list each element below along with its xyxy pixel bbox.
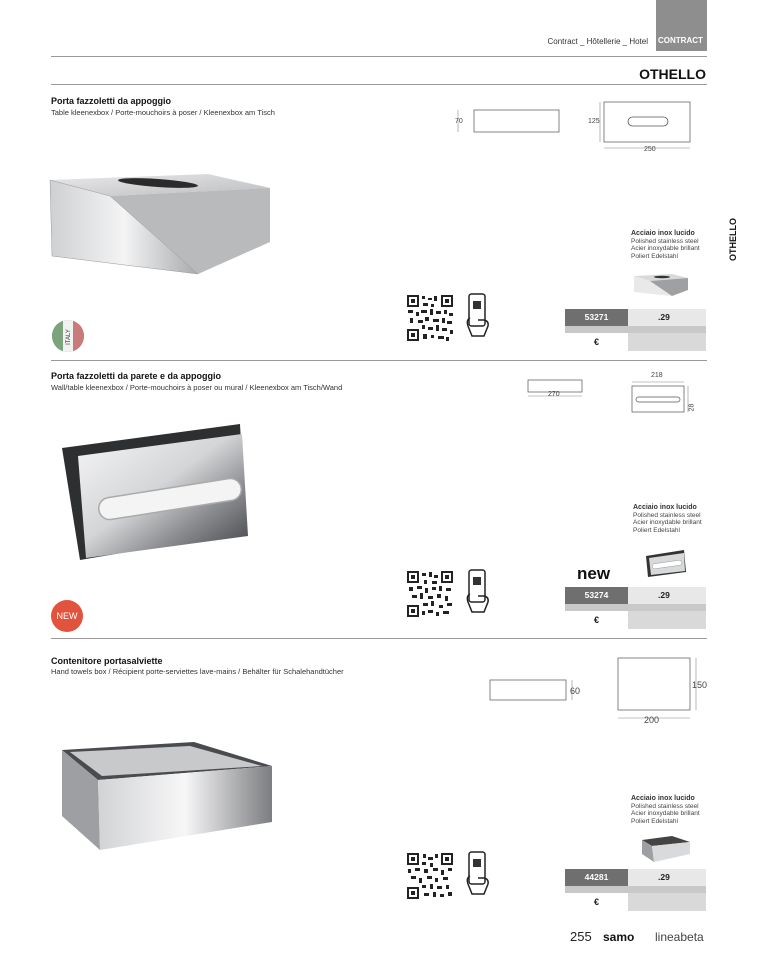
price-cell — [628, 611, 706, 629]
phone-scan-icon — [464, 292, 494, 340]
phone-scan-icon — [464, 850, 494, 898]
currency: € — [565, 333, 628, 351]
product-title: Porta fazzoletti da appoggio — [51, 96, 172, 106]
product-photo-wall-box — [58, 422, 252, 564]
section-tab-label: CONTRACT — [658, 36, 703, 45]
italy-badge — [52, 320, 84, 352]
price-cell — [628, 333, 706, 351]
material-info: Acciaio inox lucido Polished stainless steel Acier inoxydable brillant Poliert Edelstahl — [631, 795, 700, 825]
dim-height: 70 — [455, 118, 463, 125]
side-label: OTHELLO — [728, 218, 738, 261]
divider — [51, 84, 707, 85]
product-title: Contenitore portasalviette — [51, 656, 163, 666]
finish-band — [628, 886, 706, 893]
finish-thumbnail — [640, 834, 692, 864]
qr-code-icon[interactable] — [406, 294, 454, 342]
product-subtitle: Hand towels box / Récipient porte-serviettes lave-mains / Behälter für Schalehandtücher — [51, 667, 344, 676]
dim-width: 250 — [644, 146, 656, 153]
dim-depth: 125 — [588, 118, 600, 125]
finish-thumbnail — [632, 272, 690, 298]
product-photo-towel-box — [58, 740, 278, 852]
dimension-drawing-top — [586, 100, 696, 156]
finish-code: .29 — [628, 587, 706, 604]
product-line-name: lineabeta — [655, 930, 704, 944]
dim-length: 270 — [548, 391, 560, 398]
finish-band — [628, 326, 706, 333]
brand-logo: samo — [603, 930, 635, 944]
product-code: 53274 — [565, 587, 628, 604]
dim-width: 218 — [651, 372, 663, 379]
material-info: Acciaio inox lucido Polished stainless steel Acier inoxydable brillant Poliert Edelstahl — [631, 230, 700, 260]
finish-code: .29 — [628, 309, 706, 326]
collection-title: OTHELLO — [639, 66, 706, 82]
new-badge: NEW — [51, 600, 83, 632]
dimension-drawing-front — [454, 106, 564, 136]
code-band — [565, 326, 628, 333]
qr-code-icon[interactable] — [406, 570, 454, 618]
code-band — [565, 886, 628, 893]
divider — [51, 360, 707, 361]
dimension-drawing-side — [626, 378, 698, 416]
new-label: new — [577, 564, 611, 583]
dim-depth: 28 — [688, 403, 696, 412]
dimension-drawing-front — [526, 378, 584, 402]
dim-height: 60 — [570, 686, 581, 696]
product-code: 53271 — [565, 309, 628, 326]
divider — [51, 638, 707, 639]
finish-code: .29 — [628, 869, 706, 886]
divider — [51, 56, 707, 57]
section-tab — [656, 0, 707, 51]
dim-depth: 150 — [692, 680, 708, 690]
dim-width: 200 — [644, 715, 660, 725]
product-subtitle: Wall/table kleenexbox / Porte-mouchoirs à poser ou mural / Kleenexbox am Tisch/Wand — [51, 383, 343, 392]
material-info: Acciaio inox lucido Polished stainless steel Acier inoxydable brillant Poliert Edelstahl — [633, 504, 702, 534]
qr-code-icon[interactable] — [406, 852, 454, 900]
italy-badge-label: ITALY — [65, 329, 72, 345]
currency: € — [565, 893, 628, 911]
finish-thumbnail — [644, 548, 688, 578]
currency: € — [565, 611, 628, 629]
price-cell — [628, 893, 706, 911]
finish-band — [628, 604, 706, 611]
product-title: Porta fazzoletti da parete e da appoggio — [51, 371, 222, 381]
product-subtitle: Table kleenexbox / Porte-mouchoirs à poser / Kleenexbox am Tisch — [51, 108, 275, 117]
breadcrumb: Contract _ Hôtellerie _ Hotel — [547, 37, 648, 46]
phone-scan-icon — [464, 568, 494, 616]
product-photo-tissue-box — [48, 170, 278, 280]
code-band — [565, 604, 628, 611]
product-code: 44281 — [565, 869, 628, 886]
page-number: 255 — [570, 929, 592, 944]
